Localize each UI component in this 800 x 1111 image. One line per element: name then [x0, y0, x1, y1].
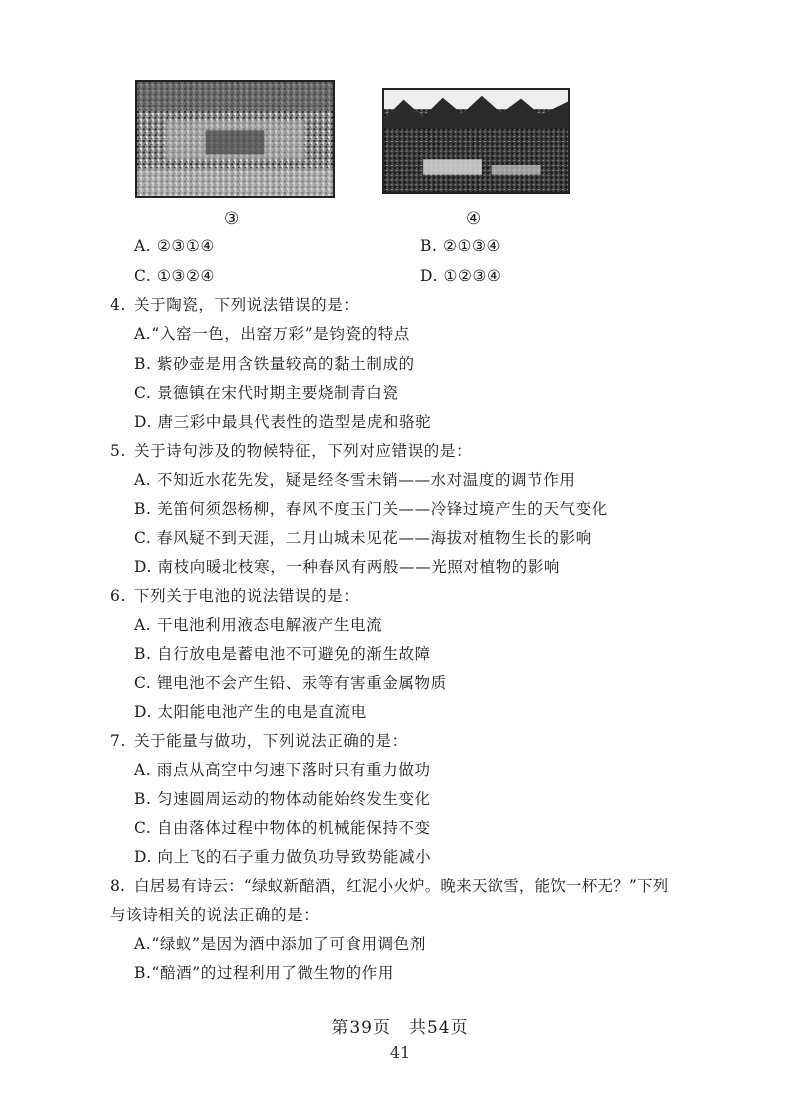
figure-3-photo: [135, 80, 335, 198]
page-label: 第39页 共54页: [331, 1018, 469, 1038]
figure-4-caption: ④: [466, 209, 482, 229]
question-4-option-b: B. 紫砂壶是用含铁量较高的黏土制成的: [134, 355, 415, 373]
question-7-option-d: D. 向上飞的石子重力做负功导致势能减小: [134, 848, 432, 866]
question-5-option-c: C. 春风疑不到天涯，二月山城未见花——海拔对植物生长的影响: [134, 529, 592, 547]
question-6-option-a: A. 干电池利用液态电解液产生电流: [134, 616, 383, 634]
q3-option-c: C. ①③②④: [134, 267, 215, 285]
question-6-option-d: D. 太阳能电池产生的电是直流电: [134, 703, 367, 721]
q3-option-a: A. ②③①④: [134, 237, 215, 255]
question-7-option-b: B. 匀速圆周运动的物体动能始终发生变化: [134, 790, 431, 808]
question-6-stem: 6. 下列关于电池的说法错误的是：: [110, 587, 360, 605]
q3-option-d: D. ①②③④: [420, 267, 502, 285]
question-5-option-d: D. 南枝向暖北枝寒，一种春风有两般——光照对植物的影响: [134, 558, 561, 576]
question-5-option-a: A. 不知近水花先发，疑是经冬雪未销——水对温度的调节作用: [134, 471, 576, 489]
q3-option-b: B. ②①③④: [420, 237, 502, 255]
question-7-stem: 7. 关于能量与做功，下列说法正确的是：: [110, 732, 408, 750]
question-7-option-c: C. 自由落体过程中物体的机械能保持不变: [134, 819, 431, 837]
page-number: 41: [389, 1043, 411, 1062]
question-4-stem: 4. 关于陶瓷，下列说法错误的是：: [110, 296, 360, 314]
question-5-stem: 5. 关于诗句涉及的物候特征，下列对应错误的是：: [110, 442, 473, 460]
question-4-option-d: D. 唐三彩中最具代表性的造型是虎和骆驼: [134, 413, 432, 431]
question-5-option-b: B. 羌笛何须怨杨柳，春风不度玉门关——冷锋过境产生的天气变化: [134, 500, 608, 518]
figure-4-photo: [382, 88, 570, 194]
question-8-stem-continued: 与该诗相关的说法正确的是：: [110, 906, 320, 924]
question-6-option-b: B. 自行放电是蓄电池不可避免的渐生故障: [134, 645, 431, 663]
question-8-option-a: A.“绿蚁”是因为酒中添加了可食用调色剂: [134, 935, 426, 953]
question-6-option-c: C. 锂电池不会产生铅、汞等有害重金属物质: [134, 674, 447, 692]
question-4-option-a: A.“入窑一色，出窑万彩”是钧瓷的特点: [134, 325, 410, 343]
question-7-option-a: A. 雨点从高空中匀速下落时只有重力做功: [134, 761, 431, 779]
question-8-option-b: B.“醅酒”的过程利用了微生物的作用: [134, 964, 394, 982]
figure-3-caption: ③: [224, 209, 240, 229]
question-4-option-c: C. 景德镇在宋代时期主要烧制青白瓷: [134, 384, 399, 402]
question-8-stem: 8. 白居易有诗云：“绿蚁新醅酒，红泥小火炉。晚来天欲雪，能饮一杯无？”下列: [110, 877, 669, 895]
